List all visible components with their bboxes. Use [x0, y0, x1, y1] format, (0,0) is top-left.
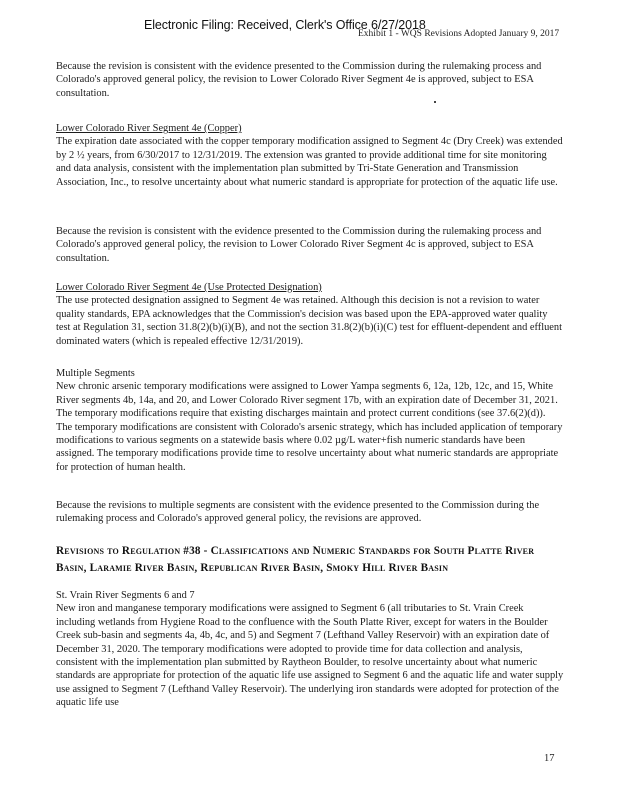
- section-multiple-segments: [56, 367, 564, 474]
- paragraph: The use protected designation assigned to Segment 4e was retained. Although this decision is not a revision to water quality standards, EPA acknowledges that the Commission's decision was based upon the EPA-approved water quality test at Regulation 31, section 31.8(2)(b)(i)(B), and not the section 31.8(2)(b)(i)(C) test for effluent-dependent and effluent dominated waters (which is repealed effective 12/31/2019).: [56, 295, 563, 347]
- paragraph: The expiration date associated with the copper temporary modification assigned to Segment 4c (Dry Creek) was extended by 2 ½ years, from 6/30/2017 to 12/31/2019. The extension was granted to provide additional time for site monitoring and data analysis, consistent with the implementation plan submitted by Tri-State Generation and Transmission Association, Inc., to resolve uncertainty about what numeric standard is appropriate for protection of the aquatic life use.: [56, 136, 563, 188]
- paragraph: New chronic arsenic temporary modifications were assigned to Lower Yampa segments 6, 12a, 12b, 12c, and 15, White River segments 4b, 14a, and 20, and Lower Colorado River segment 17b, with an expiration date of December 31, 2021. The temporary modifications require that existing discharges maintain and protect current conditions (see 37.6(2)(d)). The temporary modifications are consistent with Colorado's arsenic strategy, which has included application of temporary modifications to various segments on a statewide basis where 0.02 µg/L water+fish numeric standards have been assigned. The temporary modifications provide time to resolve uncertainty about what numeric standards are appropriate for protection of human health.: [56, 381, 563, 473]
- subheading: Lower Colorado River Segment 4e (Copper): [56, 123, 242, 134]
- para-multiple-approved: [56, 499, 564, 526]
- section-use-protected: [56, 281, 564, 348]
- paragraph: Because the revision is consistent with the evidence presented to the Commission during the rulemaking process and Colorado's approved general policy, the revision to Lower Colorado River Segment 4e is approved, subject to ESA consultation.: [56, 61, 542, 99]
- para-esa-4c: [56, 225, 564, 265]
- para-esa-4e: [56, 60, 564, 100]
- paragraph: Because the revision is consistent with the evidence presented to the Commission during the rulemaking process and Colorado's approved general policy, the revision to Lower Colorado River Segment 4c is approved, subject to ESA consultation.: [56, 226, 542, 264]
- section-regulation-38: [56, 543, 564, 577]
- stray-mark: [434, 101, 436, 103]
- section-copper: [56, 122, 564, 189]
- subheading: Multiple Segments: [56, 368, 135, 379]
- paragraph: Because the revisions to multiple segments are consistent with the evidence presented to the Commission during the rulemaking process and Colorado's approved general policy, the revisions are approved.: [56, 500, 540, 525]
- filing-stamp: Electronic Filing: Received, Clerk's Office 6/27/2018: [144, 18, 426, 32]
- section-st-vrain: [56, 589, 564, 710]
- exhibit-header: Exhibit 1 - WQS Revisions Adopted January 9, 2017: [358, 29, 560, 39]
- page-number: 17: [544, 753, 555, 764]
- subheading: St. Vrain River Segments 6 and 7: [56, 590, 195, 601]
- subheading: Lower Colorado River Segment 4e (Use Protected Designation): [56, 282, 322, 293]
- paragraph: New iron and manganese temporary modifications were assigned to Segment 6 (all tributaries to St. Vrain Creek including wetlands from Hygiene Road to the confluence with the South Platte River, except for waters in the Boulder Creek sub-basin and segments 4a, 4b, 4c, and 5) and Segment 7 (Lefthand Valley Reservoir) with an expiration date of December 31, 2020. The temporary modifications were adopted to provide time for data collection and analysis, consistent with the implementation plan submitted by Raytheon Boulder, to resolve uncertainty about what numeric standards are appropriate for protection of the aquatic life use assigned to Segment 6 and the aquatic life and water supply use assigned to Segment 7 (Lefthand Valley Reservoir). The underlying iron standards were adopted for protection of the aquatic life use: [56, 603, 564, 709]
- section-title: Revisions to Regulation #38 - Classifications and Numeric Standards for South Platte River Basin, Laramie River Basin, Republican River Basin, Smoky Hill River Basin: [56, 545, 535, 574]
